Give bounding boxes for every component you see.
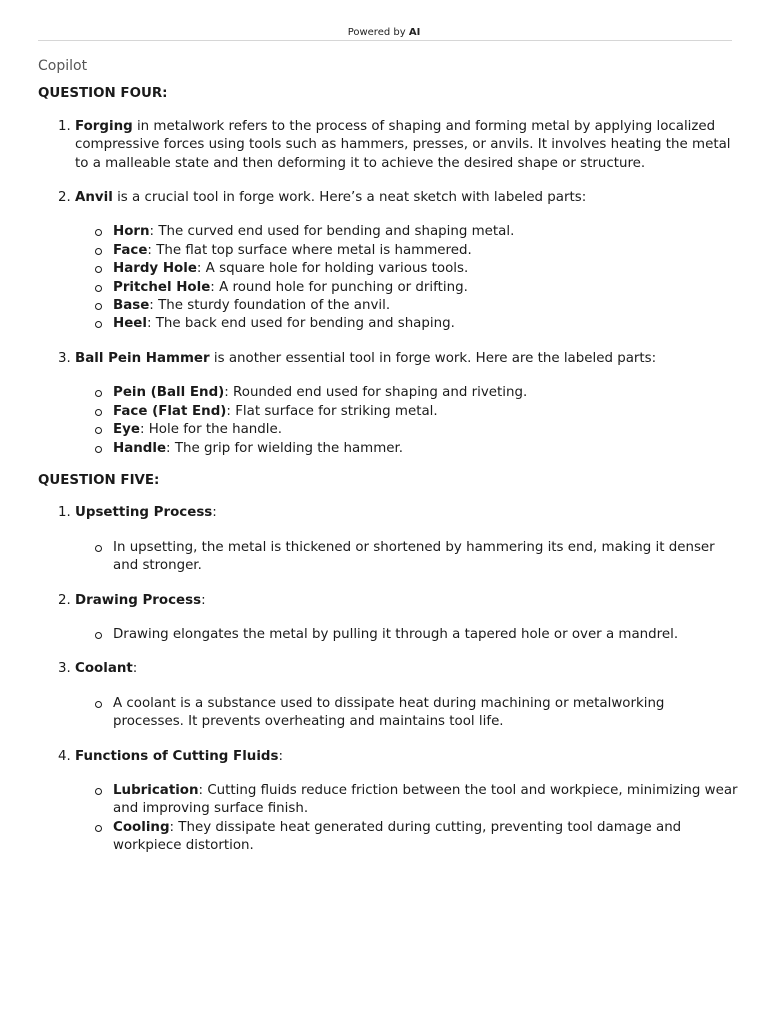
q5-item-upsetting: 1. Upsetting Process: In upsetting, the metal is thickened or shortened by hammering its end, making it denser and stronger. bbox=[75, 504, 738, 575]
anvil-parts-list bbox=[75, 223, 738, 333]
list-item: Horn: The curved end used for bending and shaping metal. bbox=[113, 223, 738, 241]
list-item: A coolant is a substance used to dissipate heat during machining or metalworking processes. It prevents overheating and maintains tool life. bbox=[113, 695, 738, 732]
question-four-heading: QUESTION FOUR: bbox=[38, 86, 168, 102]
list-item: Hardy Hole: A square hole for holding various tools. bbox=[113, 260, 738, 278]
description: in metalwork refers to the process of shaping and forming metal by applying localized compressive forces using tools such as hammers, presses, or anvils. It involves heating the metal to a malleable state and then deforming it to achieve the desired shape or structure. bbox=[75, 118, 731, 171]
cutting-fluids-list bbox=[75, 782, 738, 856]
list-item: Cooling: They dissipate heat generated during cutting, preventing tool damage and workpiece distortion. bbox=[113, 819, 738, 856]
q4-item-ball-pein-hammer bbox=[75, 350, 738, 458]
description: is a crucial tool in forge work. Here’s a neat sketch with labeled parts: bbox=[112, 190, 587, 206]
term: Functions of Cutting Fluids bbox=[75, 748, 279, 764]
bullet-list bbox=[75, 539, 738, 576]
question-four-list bbox=[38, 118, 738, 458]
description: is another essential tool in forge work. Here are the labeled parts: bbox=[209, 350, 657, 366]
list-item: Drawing elongates the metal by pulling it through a tapered hole or over a mandrel. bbox=[113, 626, 738, 644]
list-item: In upsetting, the metal is thickened or shortened by hammering its end, making it denser and stronger. bbox=[113, 539, 738, 576]
powered-by-header bbox=[0, 27, 768, 38]
q5-item-coolant: 3. Coolant: A coolant is a substance used to dissipate heat during machining or metalworking processes. It prevents overheating and maintains tool life. bbox=[75, 660, 738, 731]
list-item: Base: The sturdy foundation of the anvil. bbox=[113, 297, 738, 315]
list-item: Pritchel Hole: A round hole for punching or drifting. bbox=[113, 279, 738, 297]
bullet-list bbox=[75, 695, 738, 732]
term: Upsetting Process bbox=[75, 505, 213, 521]
header-divider bbox=[38, 40, 732, 41]
question-five-list bbox=[38, 504, 738, 855]
list-item: Handle: The grip for wielding the hammer. bbox=[113, 440, 738, 458]
term: Anvil bbox=[75, 190, 113, 206]
term: Drawing Process bbox=[75, 592, 202, 608]
term: Coolant bbox=[75, 661, 133, 677]
document-body bbox=[38, 57, 738, 870]
powered-by-prefix: Powered by bbox=[347, 27, 409, 38]
list-item: Eye: Hole for the handle. bbox=[113, 421, 738, 439]
question-five-heading: QUESTION FIVE: bbox=[38, 472, 160, 488]
list-item: Pein (Ball End): Rounded end used for shaping and riveting. bbox=[113, 384, 738, 402]
list-item: Face: The flat top surface where metal is hammered. bbox=[113, 242, 738, 260]
term: Ball Pein Hammer bbox=[75, 350, 210, 366]
q5-item-cutting-fluids: 4. Functions of Cutting Fluids: Lubrication: Cutting fluids reduce friction between the tool and workpiece, minimizing wear and improving surface finish. Cooling: They dissipate heat generated during cutting, preventing tool damage and workpiece distortion. bbox=[75, 748, 738, 856]
list-item: Lubrication: Cutting fluids reduce friction between the tool and workpiece, minimizing wear and improving surface finish. bbox=[113, 782, 738, 819]
list-item: Face (Flat End): Flat surface for striking metal. bbox=[113, 403, 738, 421]
q5-item-drawing: 2. Drawing Process: Drawing elongates the metal by pulling it through a tapered hole or over a mandrel. bbox=[75, 592, 738, 645]
q4-item-anvil bbox=[75, 189, 738, 334]
q4-item-forging bbox=[75, 118, 738, 173]
term: Forging bbox=[75, 118, 133, 134]
powered-by-brand: AI bbox=[408, 27, 421, 38]
bullet-list bbox=[75, 626, 738, 644]
hammer-parts-list bbox=[75, 384, 738, 458]
list-item: Heel: The back end used for bending and shaping. bbox=[113, 315, 738, 333]
app-title: Copilot bbox=[38, 58, 88, 74]
